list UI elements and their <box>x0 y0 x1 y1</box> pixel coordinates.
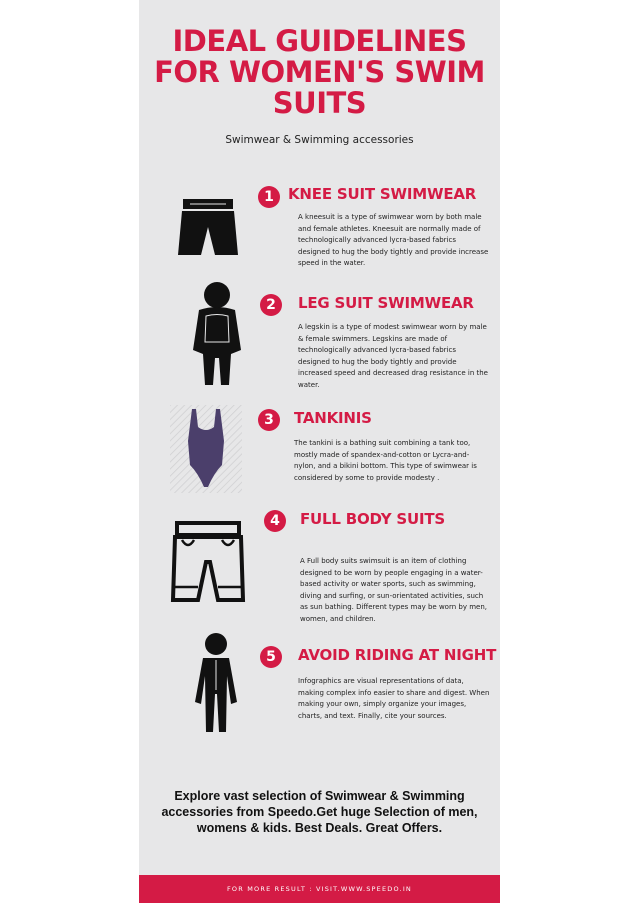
knee-shorts-icon <box>176 196 240 258</box>
section-number-1: 1 <box>258 186 280 208</box>
title-line-3: SUITS <box>272 86 367 120</box>
section-description-4: A Full body suits swimsuit is an item of clothing designed to be worn by people engaging in a water-based activity or water sports, such as swimming, diving and surfing, or sun-orientated activities, such as sun bathing. Different types may be worn by men, women, and children. <box>300 557 487 623</box>
title-line-1: IDEAL GUIDELINES <box>172 24 467 58</box>
section-heading-4: FULL BODY SUITS <box>300 510 445 528</box>
swimsuit-icon <box>170 405 242 493</box>
page-subtitle: Swimwear & Swimming accessories <box>225 134 414 146</box>
footer-banner[interactable] <box>139 875 500 903</box>
section-description-2: A legskin is a type of modest swimwear worn by male & female swimmers. Legskins are made of technologically advanced lycra-based fabrics designed to hug the body tightly and provide increased speed and decreased drag resistance in the water. <box>298 323 488 389</box>
section-heading-1: KNEE SUIT SWIMWEAR <box>288 185 477 203</box>
section-heading-5: AVOID RIDING AT NIGHT <box>298 646 497 664</box>
title-line-2: FOR WOMEN'S SWIM <box>154 55 485 89</box>
full-body-figure-icon <box>193 632 239 734</box>
section-description-1: A kneesuit is a type of swimwear worn by both male and female athletes. Kneesuit are normally made of technologically advanced lycra-based fabrics designed to hug the body tightly and provide increase speed in the water. <box>298 213 489 267</box>
section-heading-3: TANKINIS <box>294 409 372 427</box>
outline-shorts-icon <box>170 520 246 604</box>
page-title <box>139 26 500 119</box>
section-description-5: Infographics are visual representations of data, making complex info easier to share and digest. When making your own, simply organize your images, charts, and text. Finally, cite your sources. <box>298 677 490 720</box>
swimmer-figure-icon <box>189 280 245 388</box>
section-description-3: The tankini is a bathing suit combining a tank too, mostly made of spandex-and-cotton or Lycra-and-nylon, and a bikini bottom. This type of swimwear is considered by some to provide modesty . <box>294 439 477 482</box>
section-number-5: 5 <box>260 646 282 668</box>
section-number-3: 3 <box>258 409 280 431</box>
infographic-poster <box>139 0 500 903</box>
explore-text: Explore vast selection of Swimwear & Swimming accessories from Speedo.Get huge Selection of men, womens & kids. Best Deals. Great Offers. <box>161 789 478 835</box>
section-number-4: 4 <box>264 510 286 532</box>
section-heading-2: LEG SUIT SWIMWEAR <box>298 294 474 312</box>
section-number-2: 2 <box>260 294 282 316</box>
footer-link-text[interactable]: FOR MORE RESULT : VISIT.WWW.SPEEDO.IN <box>226 885 412 893</box>
